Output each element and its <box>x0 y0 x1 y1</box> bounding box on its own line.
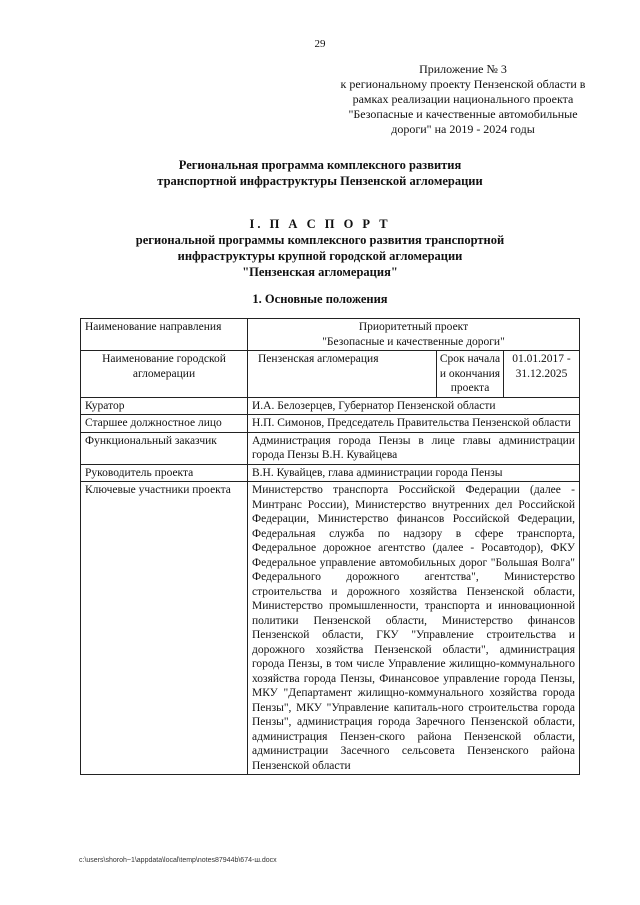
agglomeration-inner-table <box>248 351 579 397</box>
customer-label: Функциональный заказчик <box>81 432 248 464</box>
passport-heading <box>60 216 580 280</box>
table-row <box>81 432 580 464</box>
section-heading: 1. Основные положения <box>252 292 388 306</box>
table-row <box>81 319 580 351</box>
footer-file-path: c:\users\shoroh~1\appdata\local\temp\notes87944b\674-ш.docx <box>79 857 277 864</box>
appendix-line: "Безопасные и качественные автомобильные <box>348 107 578 121</box>
term-value: 01.01.2017 - 31.12.2025 <box>512 353 571 380</box>
participants-value: Министерство транспорта Российской Федерации (далее - Минтранс России), Министерство внутренних дел Российской Федерации, Министерство финансов Российской Федерации, Федеральная служба по надзору в сфере транспорта, Федеральное дорожное агентство (далее - Росавтодор), ФКУ Федеральное управление автомобильных дорог "Большая Волга" Федерального дорожного агентства", Министерство строительства и дорожного хозяйства Пензенской области, Министерство промышленности, транспорта и инновационной политики Пензенской области, Министерство финансов Пензенской области, ГКУ "Управление строительства и дорожного хозяйства Пензенской области", администрация города Пензы, в том числе Управление жилищно-коммунального хозяйства города Пензы, Финансовое управление города Пензы, МКУ "Департамент жилищно-коммунального хозяйства города Пензы", МКУ "Управление капиталь-ного строительства города Пензы", администрация города Заречного Пензенской области, администрация Пензен-ского района Пензенской области, администрации Засечного сельсовета Пензенского района Пензенской области <box>248 482 580 775</box>
participants-label: Ключевые участники проекта <box>81 482 248 775</box>
senior-official-value: Н.П. Симонов, Председатель Правительства Пензенской области <box>248 415 580 433</box>
appendix-line: к региональному проекту Пензенской области в <box>340 77 586 91</box>
table-row <box>81 464 580 482</box>
appendix-line: рамках реализации национального проекта <box>352 92 574 106</box>
appendix-note <box>318 62 608 137</box>
direction-value <box>248 319 580 351</box>
curator-value: И.А. Белозерцев, Губернатор Пензенской области <box>248 397 580 415</box>
project-head-value: В.Н. Кувайцев, глава администрации города Пензы <box>248 464 580 482</box>
table-row <box>81 415 580 433</box>
page-number: 29 <box>314 38 326 50</box>
term-label: Срок начала и окончания проекта <box>437 351 504 397</box>
curator-label: Куратор <box>81 397 248 415</box>
senior-official-label: Старшее должностное лицо <box>81 415 248 433</box>
direction-value-line: Приоритетный проект <box>358 321 469 333</box>
program-title <box>80 157 560 189</box>
passport-subtitle-line: региональной программы комплексного развития транспортной <box>135 233 505 247</box>
customer-value: Администрация города Пензы в лице главы администрации города Пензы В.Н. Кувайцева <box>248 432 580 464</box>
project-head-label: Руководитель проекта <box>81 464 248 482</box>
table-row <box>81 482 580 775</box>
program-title-line: Региональная программа комплексного развития <box>178 158 462 172</box>
passport-title: I. П А С П О Р Т <box>249 217 391 231</box>
passport-subtitle-line: инфраструктуры крупной городской агломерации <box>177 249 463 263</box>
program-title-line: транспортной инфраструктуры Пензенской агломерации <box>157 174 483 188</box>
appendix-line: Приложение № 3 <box>419 62 507 76</box>
passport-table <box>80 318 580 775</box>
agglomeration-cell <box>248 351 580 398</box>
direction-value-line: "Безопасные и качественные дороги" <box>322 335 505 348</box>
table-row <box>81 397 580 415</box>
agglomeration-label: Наименование городской агломерации <box>81 351 248 398</box>
direction-label: Наименование направления <box>81 319 248 351</box>
appendix-line: дороги" на 2019 - 2024 годы <box>391 122 535 136</box>
passport-subtitle-line: "Пензенская агломерация" <box>242 265 398 279</box>
table-row <box>81 351 580 398</box>
agglomeration-value: Пензенская агломерация <box>248 351 437 397</box>
